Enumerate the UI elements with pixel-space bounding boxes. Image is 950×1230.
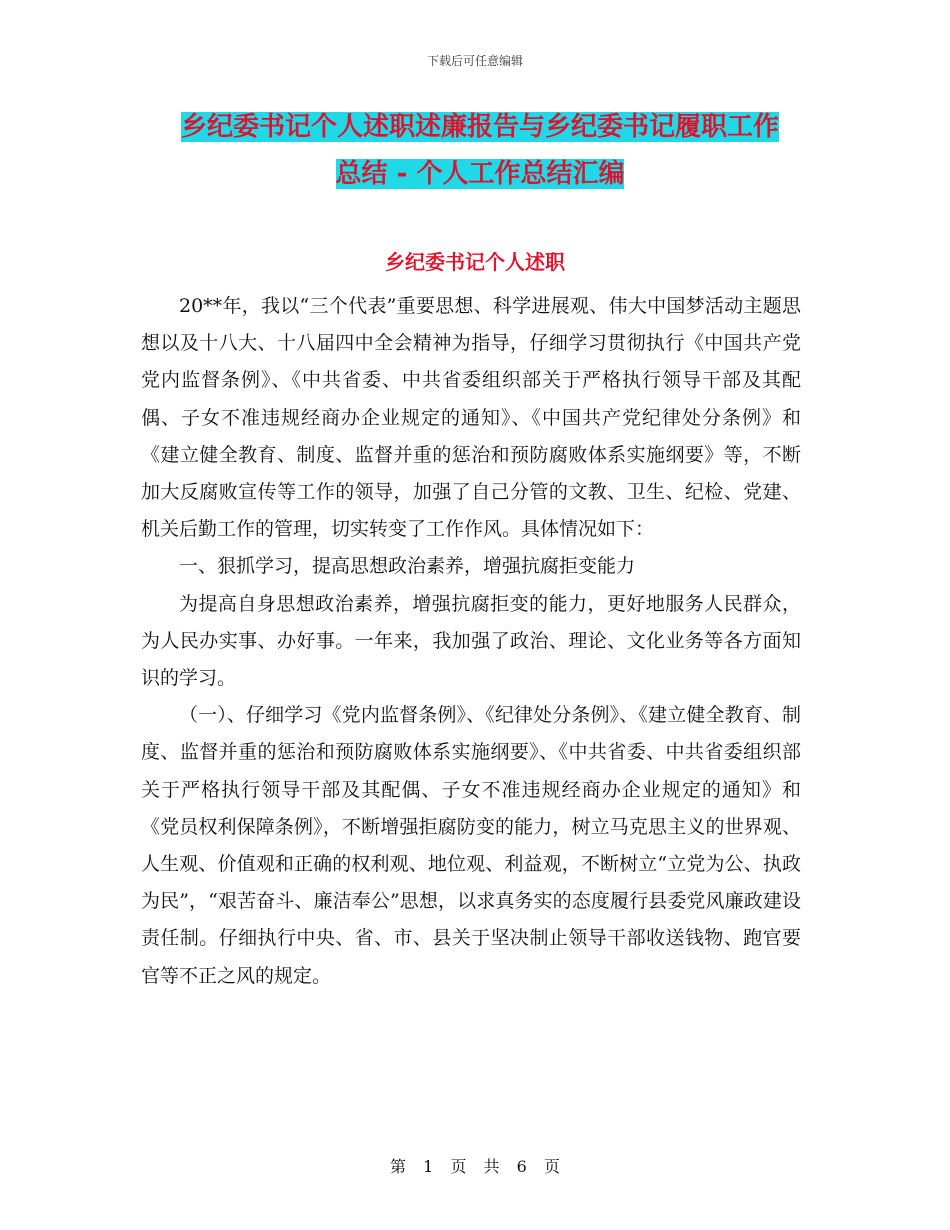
page-total: 6 <box>516 1157 527 1176</box>
page-label-prefix: 第 <box>390 1157 407 1176</box>
page-label-mid2: 共 <box>483 1157 500 1176</box>
page-current: 1 <box>423 1157 434 1176</box>
document-body <box>141 288 801 995</box>
paragraph-item-1: （一）、仔细学习《党内监督条例》、《纪律处分条例》、《建立健全教育、制度、监督并重的惩治和预防腐败体系实施纲要》、《中共省委、中共省委组织部关于严格执行领导干部及其配偶、子女不准违规经商办企业规定的通知》和《党员权利保障条例》，不断增强拒腐防变的能力，树立马克思主义的世界观、人生观、价值观和正确的权利观、地位观、利益观，不断树立“立党为公、执政为民”，“艰苦奋斗、廉洁奉公”思想，以求真务实的态度履行县委党风廉政建设责任制。仔细执行中央、省、市、县关于坚决制止领导干部收送钱物、跑官要官等不正之风的规定。 <box>141 704 801 987</box>
header-note: 下载后可任意编辑 <box>426 54 523 68</box>
page-label-mid1: 页 <box>450 1157 467 1176</box>
paragraph-heading-1: 一、狠抓学习，提高思想政治素养，增强抗腐拒变能力 <box>179 555 636 578</box>
page-label-suffix: 页 <box>543 1157 560 1176</box>
title-line-1: 乡纪委书记个人述职述廉报告与乡纪委书记履职工作 <box>180 112 779 142</box>
page-footer <box>0 1154 950 1177</box>
paragraph-intro: 20**年，我以“三个代表”重要思想、科学进展观、伟大中国梦活动主题思想以及十八大、十八届四中全会精神为指导，仔细学习贯彻执行《中国共产党党内监督条例》、《中共省委、中共省委组织部关于严格执行领导干部及其配偶、子女不准违规经商办企业规定的通知》、《中国共产党纪律处分条例》和《建立健全教育、制度、监督并重的惩治和预防腐败体系实施纲要》等，不断加大反腐败宣传等工作的领导，加强了自己分管的文教、卫生、纪检、党建、机关后勤工作的管理，切实转变了工作作风。具体情况如下： <box>141 295 801 541</box>
section-title: 乡纪委书记个人述职 <box>385 250 565 274</box>
document-title <box>140 104 820 198</box>
paragraph-study: 为提高自身思想政治素养，增强抗腐拒变的能力，更好地服务人民群众，为人民办实事、办好事。一年来，我加强了政治、理论、文化业务等各方面知识的学习。 <box>141 592 801 690</box>
title-line-2: 总结 - 个人工作总结汇编 <box>335 159 625 189</box>
